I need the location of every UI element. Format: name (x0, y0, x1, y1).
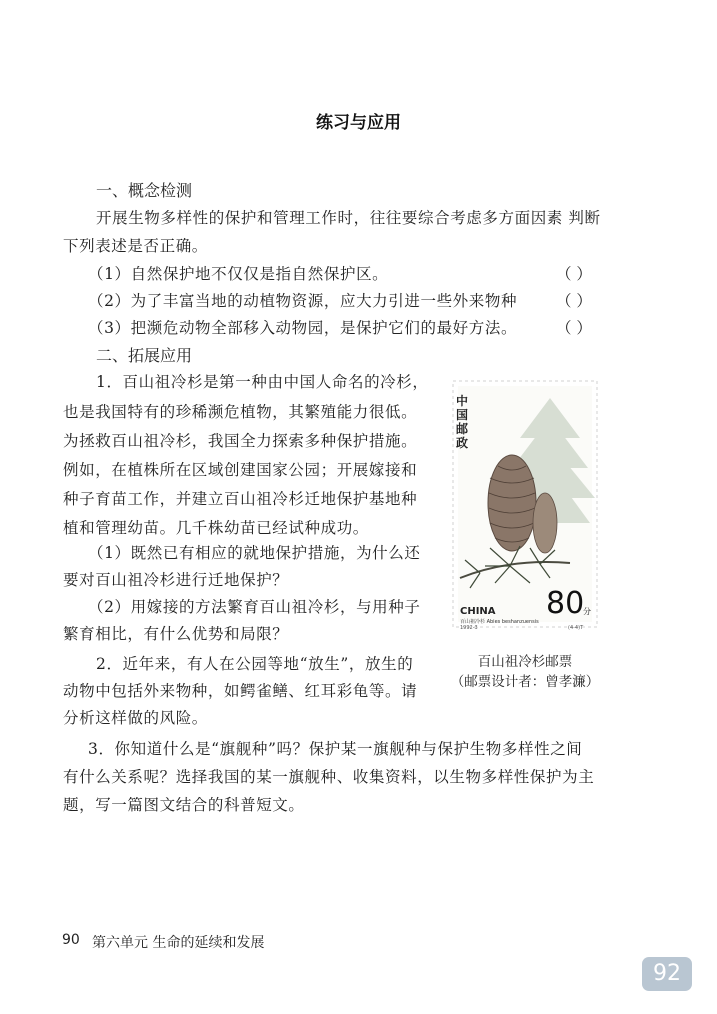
judgment-blank-3[interactable]: （ ） (556, 319, 592, 337)
q3-line: 有什么关系呢？选择我国的某一旗舰种、收集资料，以生物多样性保护为主 (63, 768, 595, 786)
footer-page-number: 90 (62, 932, 80, 948)
stamp-unit: 分 (583, 607, 591, 616)
q3-line: 题，写一篇图文结合的科普短文。 (63, 796, 305, 814)
judgment-item-2: （2）为了丰富当地的动植物资源，应大力引进一些外来物种 (88, 292, 518, 310)
page-title: 练习与应用 (316, 113, 401, 133)
q2-line: 动物中包括外来物种，如鳄雀鳝、红耳彩龟等。请 (63, 682, 418, 700)
q2-line: 分析这样做的风险。 (63, 709, 208, 727)
footer-unit-label: 第六单元 生命的延续和发展 (92, 935, 265, 951)
stamp-code-left: 1992-3 (460, 625, 478, 631)
stamp-plant-label: 百山祖冷杉 Abies beshanzuensis (460, 619, 539, 625)
stamp-country-cn: 中国邮政 (456, 394, 469, 450)
q1-line: 例如，在植株所在区域创建国家公园；开展嫁接和 (63, 461, 418, 479)
section-heading-concept-check: 一、概念检测 (96, 181, 193, 200)
stamp-country-en: CHINA (460, 606, 496, 617)
q1-line: 种子育苗工作，并建立百山祖冷杉迁地保护基地种 (63, 490, 418, 508)
q1-line: 1．百山祖冷杉是第一种由中国人命名的冷杉， (96, 373, 429, 391)
stamp-code-right: (4-4)T (568, 625, 584, 631)
stamp-value: 80 (546, 586, 585, 621)
judgment-item-3: （3）把濒危动物全部移入动物园，是保护它们的最好方法。 (88, 319, 518, 337)
q3-line: 3．你知道什么是“旗舰种”吗？保护某一旗舰种与保护生物多样性之间 (88, 740, 583, 758)
judgment-item-1: （1）自然保护地不仅仅是指自然保护区。 (88, 265, 389, 283)
judgment-blank-2[interactable]: （ ） (556, 292, 592, 310)
section-heading-extended-application: 二、拓展应用 (96, 346, 193, 365)
q2-line: 2．近年来，有人在公园等地“放生”，放生的 (96, 655, 414, 673)
judgment-blank-1[interactable]: （ ） (556, 265, 592, 283)
q1-sub1-line: （1）既然已有相应的就地保护措施，为什么还 (88, 544, 421, 562)
section1-intro-line2: 下列表述是否正确。 (63, 237, 208, 255)
q1-line: 植和管理幼苗。几千株幼苗已经试种成功。 (63, 519, 369, 537)
q1-sub1-line: 要对百山祖冷杉进行迁地保护？ (63, 571, 289, 589)
stamp-caption: 百山祖冷杉邮票 (477, 654, 573, 670)
stamp-designer-credit: （邮票设计者：曾孝濂） (450, 674, 600, 690)
q1-sub2-line: （2）用嫁接的方法繁育百山祖冷杉，与用种子 (88, 598, 421, 616)
q1-line: 为拯救百山祖冷杉，我国全力探索多种保护措施。 (63, 432, 418, 450)
q1-sub2-line: 繁育相比，有什么优势和局限？ (63, 625, 289, 643)
q1-line: 也是我国特有的珍稀濒危植物，其繁殖能力很低。 (63, 403, 418, 421)
section1-intro-line1: 开展生物多样性的保护和管理工作时，往往要综合考虑多方面因素 判断 (96, 209, 601, 227)
page-badge: 92 (642, 957, 692, 991)
postage-stamp (450, 378, 600, 630)
